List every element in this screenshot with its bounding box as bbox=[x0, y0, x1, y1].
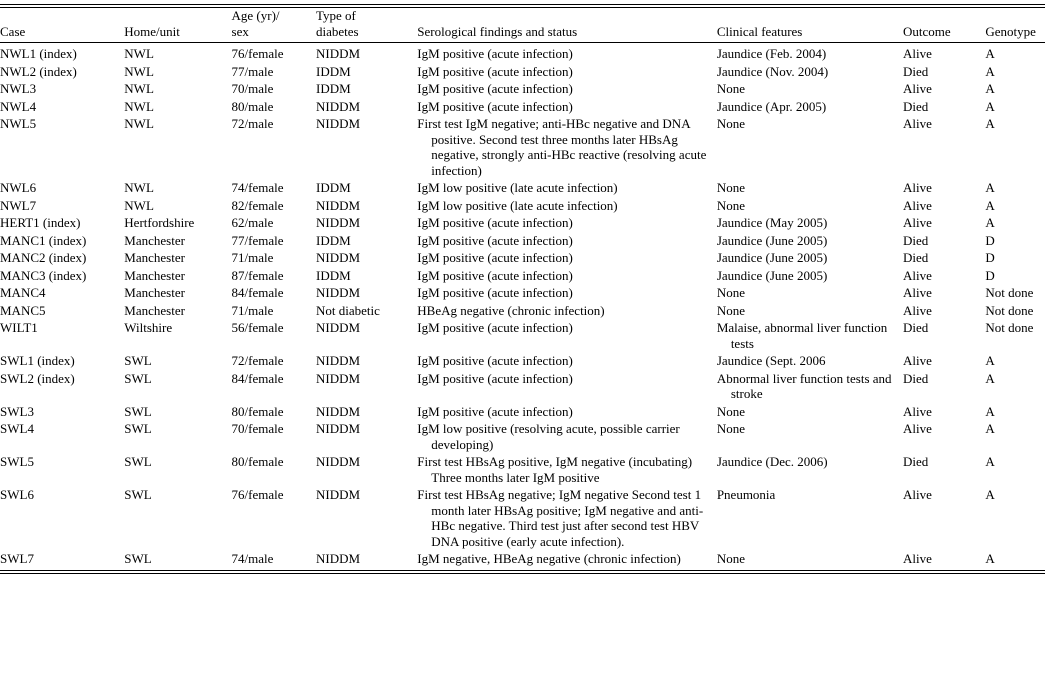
cell-home-unit: SWL bbox=[124, 421, 152, 436]
cell-clinical: None bbox=[716, 302, 745, 318]
cell-outcome: Alive bbox=[903, 403, 932, 419]
cell-case: MANC4 bbox=[0, 285, 46, 300]
cell-case: MANC5 bbox=[0, 302, 46, 318]
cell-genotype: A bbox=[985, 487, 995, 502]
cell-clinical: Pneumonia bbox=[716, 487, 776, 502]
cell-home-unit: SWL bbox=[124, 403, 152, 419]
cell-age-sex: 56/female bbox=[231, 320, 284, 335]
cell-home-unit: Manchester bbox=[124, 267, 185, 283]
cell-serology: IgM low positive (late acute infection) bbox=[417, 180, 618, 195]
header-age-line2: sex bbox=[231, 23, 249, 39]
table-row bbox=[0, 285, 1045, 303]
table-row bbox=[0, 64, 1045, 82]
table-row bbox=[0, 551, 1045, 570]
cell-case: WILT1 bbox=[0, 320, 38, 335]
cell-diabetes-type: NIDDM bbox=[315, 285, 361, 300]
table-row bbox=[0, 180, 1045, 198]
cell-case: NWL2 (index) bbox=[0, 63, 77, 79]
cell-clinical: Jaundice (Apr. 2005) bbox=[716, 98, 827, 114]
cell-clinical: Jaundice (June 2005) bbox=[716, 267, 828, 283]
cell-clinical: Jaundice (Dec. 2006) bbox=[716, 454, 828, 469]
header-diabetes-type bbox=[316, 8, 417, 43]
cell-case: HERT1 (index) bbox=[0, 215, 81, 230]
cell-age-sex: 70/male bbox=[231, 81, 274, 96]
header-type-line2: diabetes bbox=[315, 23, 359, 39]
cell-serology: IgM low positive (resolving acute, possible carrier developing) bbox=[417, 421, 680, 452]
bottom-rule bbox=[0, 570, 1045, 574]
cell-serology: IgM positive (acute infection) bbox=[417, 63, 573, 79]
cell-case: SWL7 bbox=[0, 551, 34, 566]
cell-diabetes-type: NIDDM bbox=[315, 98, 361, 114]
cell-outcome: Died bbox=[903, 320, 929, 335]
cell-serology: IgM positive (acute infection) bbox=[417, 370, 573, 386]
cell-clinical: Jaundice (Sept. 2006 bbox=[716, 353, 826, 368]
cell-case: NWL3 bbox=[0, 81, 37, 96]
cell-serology: IgM positive (acute infection) bbox=[417, 81, 573, 96]
cell-serology: HBeAg negative (chronic infection) bbox=[417, 302, 605, 318]
header-genotype: Genotype bbox=[985, 23, 1036, 39]
table-row bbox=[0, 81, 1045, 99]
cell-outcome: Alive bbox=[903, 180, 932, 195]
cell-clinical: Jaundice (June 2005) bbox=[716, 250, 828, 265]
cell-age-sex: 71/male bbox=[231, 302, 274, 318]
cell-home-unit: Manchester bbox=[124, 302, 185, 318]
cell-genotype: A bbox=[985, 454, 995, 469]
cell-age-sex: 80/male bbox=[231, 98, 274, 114]
cell-home-unit: NWL bbox=[124, 116, 154, 131]
cell-clinical: None bbox=[716, 197, 745, 213]
cell-genotype: A bbox=[985, 46, 995, 61]
cell-genotype: A bbox=[985, 551, 995, 566]
cell-genotype: D bbox=[985, 250, 995, 265]
cell-genotype: D bbox=[985, 267, 995, 283]
cell-case: NWL6 bbox=[0, 180, 37, 195]
cell-genotype: A bbox=[985, 370, 995, 386]
cell-clinical: Jaundice (May 2005) bbox=[716, 215, 828, 230]
cell-home-unit: Wiltshire bbox=[124, 320, 173, 335]
cell-home-unit: SWL bbox=[124, 551, 152, 566]
cell-serology: First test HBsAg negative; IgM negative Second test 1 month later HBsAg positive; IgM negative and anti-HBc negative. Third test just after second test HBV DNA positive (early acute infection). bbox=[417, 487, 704, 549]
cell-diabetes-type: NIDDM bbox=[315, 116, 361, 131]
cell-age-sex: 76/female bbox=[231, 487, 284, 502]
cell-outcome: Alive bbox=[903, 46, 932, 61]
cell-diabetes-type: NIDDM bbox=[315, 551, 361, 566]
cell-home-unit: NWL bbox=[124, 81, 154, 96]
header-outcome: Outcome bbox=[903, 23, 951, 39]
cell-case: SWL2 (index) bbox=[0, 370, 75, 386]
cell-clinical: Jaundice (June 2005) bbox=[716, 232, 828, 248]
cases-table bbox=[0, 8, 1045, 570]
cell-age-sex: 77/male bbox=[231, 63, 274, 79]
cell-diabetes-type: NIDDM bbox=[315, 353, 361, 368]
cell-serology: IgM positive (acute infection) bbox=[417, 267, 573, 283]
cell-serology: IgM positive (acute infection) bbox=[417, 353, 573, 368]
table-row bbox=[0, 233, 1045, 251]
cell-diabetes-type: NIDDM bbox=[315, 46, 361, 61]
header-age-sex bbox=[232, 8, 316, 43]
cell-serology: IgM positive (acute infection) bbox=[417, 232, 573, 248]
cell-diabetes-type: IDDM bbox=[315, 267, 351, 283]
cell-outcome: Died bbox=[903, 98, 929, 114]
table-row bbox=[0, 487, 1045, 551]
cell-case: NWL1 (index) bbox=[0, 46, 77, 61]
cell-case: SWL6 bbox=[0, 487, 34, 502]
cell-serology: IgM positive (acute infection) bbox=[417, 403, 573, 419]
table-row bbox=[0, 116, 1045, 180]
cell-home-unit: SWL bbox=[124, 454, 152, 469]
cell-home-unit: NWL bbox=[124, 197, 154, 213]
cell-case: SWL1 (index) bbox=[0, 353, 75, 368]
cell-case: NWL7 bbox=[0, 197, 37, 213]
header-type-line1: Type of bbox=[315, 8, 356, 23]
cell-serology: IgM positive (acute infection) bbox=[417, 285, 573, 300]
cell-home-unit: SWL bbox=[124, 487, 152, 502]
cell-diabetes-type: NIDDM bbox=[315, 454, 361, 469]
cell-serology: First test IgM negative; anti-HBc negative and DNA positive. Second test three months later HBsAg negative, strongly anti-HBc reactive (resolving acute infection) bbox=[417, 116, 707, 178]
cell-home-unit: Manchester bbox=[124, 250, 185, 265]
cell-home-unit: Manchester bbox=[124, 232, 185, 248]
cell-age-sex: 74/male bbox=[231, 551, 274, 566]
cell-diabetes-type: NIDDM bbox=[315, 215, 361, 230]
table-row bbox=[0, 320, 1045, 353]
cell-case: NWL4 bbox=[0, 98, 37, 114]
cell-clinical: Malaise, abnormal liver function tests bbox=[716, 320, 888, 351]
cell-serology: IgM positive (acute infection) bbox=[417, 46, 573, 61]
cell-home-unit: Hertfordshire bbox=[124, 215, 195, 230]
cell-age-sex: 76/female bbox=[231, 46, 284, 61]
cell-diabetes-type: NIDDM bbox=[315, 250, 361, 265]
cell-serology: IgM positive (acute infection) bbox=[417, 215, 573, 230]
cell-clinical: Jaundice (Feb. 2004) bbox=[716, 46, 827, 61]
cell-outcome: Alive bbox=[903, 116, 932, 131]
cell-diabetes-type: IDDM bbox=[315, 81, 351, 96]
cell-case: MANC2 (index) bbox=[0, 250, 87, 265]
table-row bbox=[0, 303, 1045, 321]
cell-outcome: Alive bbox=[903, 285, 932, 300]
header-row bbox=[0, 8, 1045, 43]
table-row bbox=[0, 250, 1045, 268]
cell-outcome: Died bbox=[903, 454, 929, 469]
cell-age-sex: 80/female bbox=[231, 454, 284, 469]
table-row bbox=[0, 99, 1045, 117]
cell-age-sex: 80/female bbox=[231, 403, 284, 419]
cell-case: SWL5 bbox=[0, 454, 34, 469]
cell-outcome: Alive bbox=[903, 215, 932, 230]
cell-diabetes-type: IDDM bbox=[315, 63, 351, 79]
table-body bbox=[0, 43, 1045, 570]
cell-case: SWL4 bbox=[0, 421, 34, 436]
cell-clinical: None bbox=[716, 180, 745, 195]
cell-serology: IgM positive (acute infection) bbox=[417, 320, 573, 335]
cell-genotype: Not done bbox=[985, 302, 1034, 318]
cell-age-sex: 82/female bbox=[231, 197, 284, 213]
cell-clinical: Abnormal liver function tests and stroke bbox=[716, 370, 892, 401]
cell-clinical: None bbox=[716, 285, 745, 300]
cell-genotype: D bbox=[985, 232, 995, 248]
cell-outcome: Alive bbox=[903, 267, 932, 283]
cell-age-sex: 70/female bbox=[231, 421, 284, 436]
cell-home-unit: NWL bbox=[124, 98, 154, 114]
cell-clinical: None bbox=[716, 403, 745, 419]
cell-diabetes-type: NIDDM bbox=[315, 370, 361, 386]
cell-serology: IgM negative, HBeAg negative (chronic infection) bbox=[417, 551, 681, 566]
cell-serology: First test HBsAg positive, IgM negative (incubating) Three months later IgM positive bbox=[417, 454, 693, 485]
cell-home-unit: NWL bbox=[124, 46, 154, 61]
cell-serology: IgM low positive (late acute infection) bbox=[417, 197, 618, 213]
cell-genotype: A bbox=[985, 353, 995, 368]
cell-diabetes-type: NIDDM bbox=[315, 421, 361, 436]
table-row bbox=[0, 215, 1045, 233]
cell-genotype: A bbox=[985, 180, 995, 195]
cell-case: SWL3 bbox=[0, 403, 34, 419]
cell-outcome: Alive bbox=[903, 487, 932, 502]
cell-age-sex: 84/female bbox=[231, 370, 284, 386]
cell-age-sex: 62/male bbox=[231, 215, 274, 230]
cell-genotype: A bbox=[985, 81, 995, 96]
cell-diabetes-type: NIDDM bbox=[315, 197, 361, 213]
header-case: Case bbox=[0, 23, 26, 39]
cell-clinical: None bbox=[716, 421, 745, 436]
cell-age-sex: 77/female bbox=[231, 232, 284, 248]
cell-clinical: Jaundice (Nov. 2004) bbox=[716, 63, 829, 79]
cell-genotype: A bbox=[985, 116, 995, 131]
table-row bbox=[0, 43, 1045, 64]
cell-outcome: Alive bbox=[903, 302, 932, 318]
cell-outcome: Alive bbox=[903, 197, 932, 213]
cell-clinical: None bbox=[716, 116, 745, 131]
cell-outcome: Died bbox=[903, 370, 929, 386]
cell-diabetes-type: Not diabetic bbox=[315, 302, 380, 318]
table-row bbox=[0, 198, 1045, 216]
header-home-unit: Home/unit bbox=[124, 23, 180, 39]
cell-outcome: Died bbox=[903, 232, 929, 248]
cell-genotype: Not done bbox=[985, 285, 1034, 300]
cell-age-sex: 72/female bbox=[231, 353, 284, 368]
cell-serology: IgM positive (acute infection) bbox=[417, 250, 573, 265]
cell-age-sex: 84/female bbox=[231, 285, 284, 300]
cell-outcome: Alive bbox=[903, 421, 932, 436]
cell-case: NWL5 bbox=[0, 116, 37, 131]
table-row bbox=[0, 454, 1045, 487]
table-row bbox=[0, 268, 1045, 286]
cell-clinical: None bbox=[716, 81, 745, 96]
cell-age-sex: 71/male bbox=[231, 250, 274, 265]
cell-home-unit: Manchester bbox=[124, 285, 185, 300]
cell-diabetes-type: IDDM bbox=[315, 180, 351, 195]
cell-home-unit: NWL bbox=[124, 180, 154, 195]
table-row bbox=[0, 404, 1045, 422]
cell-clinical: None bbox=[716, 551, 745, 566]
cell-diabetes-type: NIDDM bbox=[315, 487, 361, 502]
cell-home-unit: SWL bbox=[124, 370, 152, 386]
cell-home-unit: NWL bbox=[124, 63, 154, 79]
header-clinical: Clinical features bbox=[716, 23, 803, 39]
table-row bbox=[0, 353, 1045, 371]
cell-diabetes-type: IDDM bbox=[315, 232, 351, 248]
cell-genotype: Not done bbox=[985, 320, 1034, 335]
cell-diabetes-type: NIDDM bbox=[315, 403, 361, 419]
cell-genotype: A bbox=[985, 98, 995, 114]
cell-age-sex: 87/female bbox=[231, 267, 284, 283]
cell-genotype: A bbox=[985, 215, 995, 230]
cell-outcome: Alive bbox=[903, 353, 932, 368]
cell-outcome: Died bbox=[903, 250, 929, 265]
cell-age-sex: 72/male bbox=[231, 116, 274, 131]
table-row bbox=[0, 421, 1045, 454]
cell-serology: IgM positive (acute infection) bbox=[417, 98, 573, 114]
cell-home-unit: SWL bbox=[124, 353, 152, 368]
cell-case: MANC3 (index) bbox=[0, 267, 87, 283]
header-serology: Serological findings and status bbox=[417, 23, 578, 39]
cell-outcome: Died bbox=[903, 63, 929, 79]
cell-age-sex: 74/female bbox=[231, 180, 284, 195]
cell-case: MANC1 (index) bbox=[0, 232, 87, 248]
header-age-line1: Age (yr)/ bbox=[231, 8, 280, 23]
cell-genotype: A bbox=[985, 63, 995, 79]
cell-diabetes-type: NIDDM bbox=[315, 320, 361, 335]
cell-outcome: Alive bbox=[903, 551, 932, 566]
table-row bbox=[0, 371, 1045, 404]
cell-genotype: A bbox=[985, 197, 995, 213]
cell-genotype: A bbox=[985, 421, 995, 436]
cell-genotype: A bbox=[985, 403, 995, 419]
cell-outcome: Alive bbox=[903, 81, 932, 96]
